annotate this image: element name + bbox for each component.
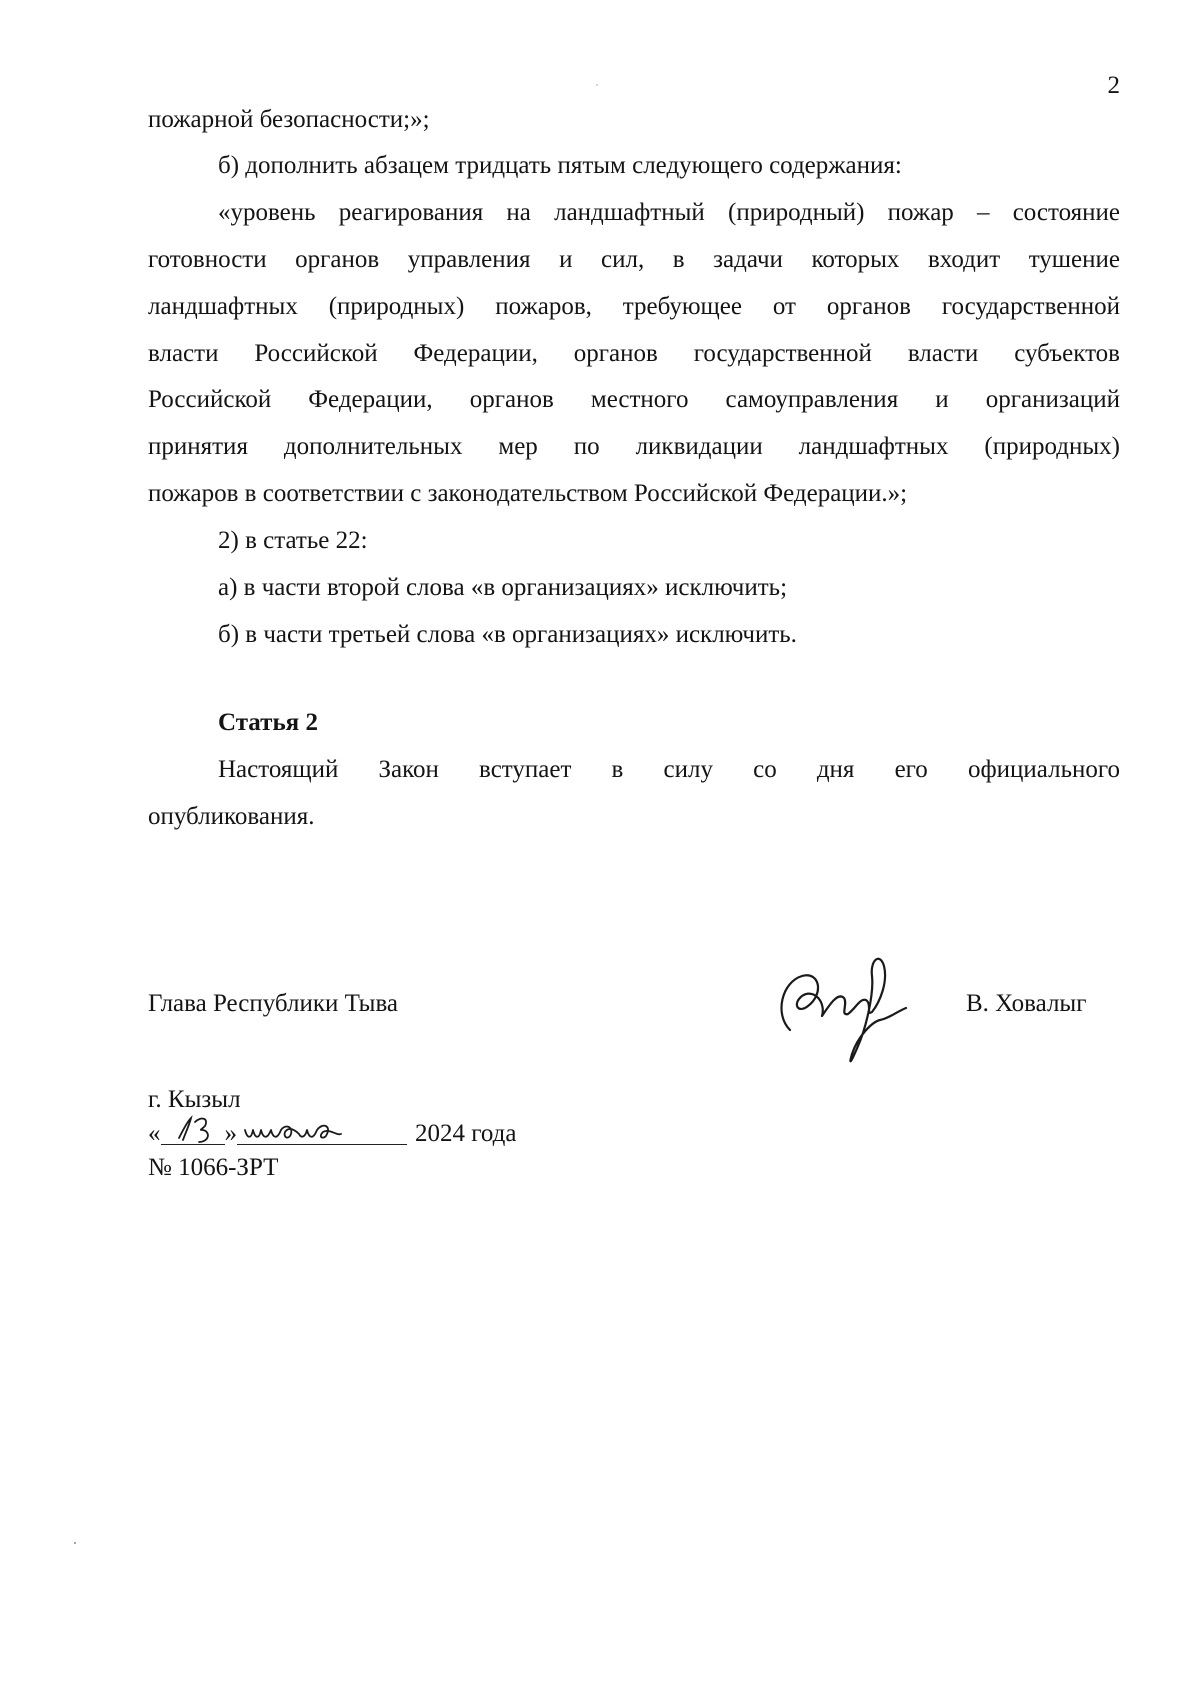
page-number: 2 xyxy=(1107,72,1120,99)
signatory-position: Глава Республики Тыва xyxy=(148,990,399,1017)
date-close-quote: » xyxy=(224,1120,237,1147)
article-text-line-2: опубликования. xyxy=(148,803,315,830)
date-year: 2024 года xyxy=(415,1120,517,1147)
scan-speck xyxy=(74,1542,76,1544)
body-line-4: готовности органов управления и сил, в задачи которых входит тушение xyxy=(148,246,1120,273)
date-open-quote: « xyxy=(148,1120,161,1147)
body-line-11: а) в части второй слова «в организациях» исключить; xyxy=(218,574,788,601)
body-line-7: Российской Федерации, органов местного самоуправления и организаций xyxy=(148,386,1120,413)
body-line-6: власти Российской Федерации, органов государственной власти субъектов xyxy=(148,340,1120,367)
article-text-line-1: Настоящий Закон вступает в силу со дня его официального xyxy=(218,756,1120,783)
body-line-3: «уровень реагирования на ландшафтный (природный) пожар – состояние xyxy=(218,199,1120,226)
body-line-10: 2) в статье 22: xyxy=(218,527,368,554)
handwritten-day xyxy=(161,1112,225,1146)
scan-speck xyxy=(596,84,598,86)
body-line-9: пожаров в соответствии с законодательством Российской Федерации.»; xyxy=(148,480,908,507)
date-month-field xyxy=(237,1118,407,1145)
body-line-8: принятия дополнительных мер по ликвидации ландшафтных (природных) xyxy=(148,433,1120,460)
place-of-signing: г. Кызыл xyxy=(148,1086,241,1113)
article-heading: Статья 2 xyxy=(218,709,318,736)
law-number: № 1066-ЗРТ xyxy=(148,1154,279,1181)
body-line-12: б) в части третьей слова «в организациях» исключить. xyxy=(218,621,797,648)
body-line-5: ландшафтных (природных) пожаров, требующее от органов государственной xyxy=(148,293,1120,320)
signing-date xyxy=(148,1118,516,1150)
body-line-2: б) дополнить абзацем тридцать пятым следующего содержания: xyxy=(218,152,902,179)
handwritten-signature xyxy=(768,942,918,1074)
signatory-name: В. Ховалыг xyxy=(966,990,1087,1017)
date-day-field xyxy=(161,1118,225,1145)
handwritten-month xyxy=(237,1112,407,1146)
body-line-1: пожарной безопасности;»; xyxy=(148,106,430,133)
